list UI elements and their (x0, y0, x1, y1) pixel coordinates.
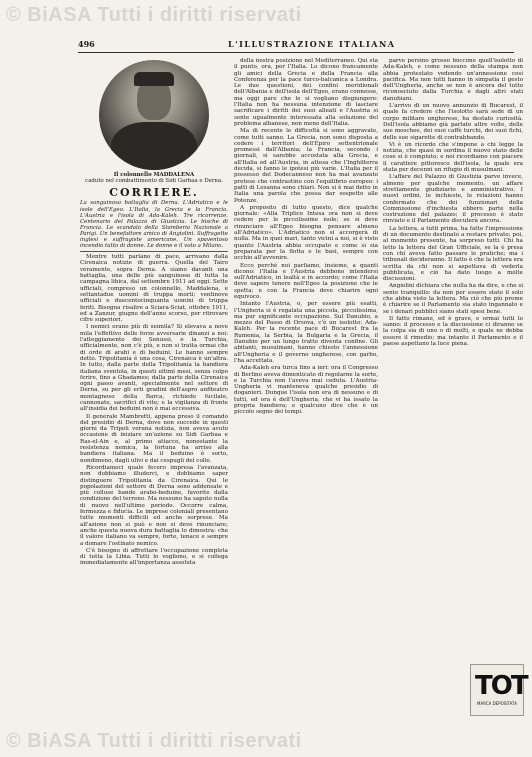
watermark-bottom: © BiASA Tutti i diritti riservati (6, 730, 302, 752)
paragraph: Il generale Mambretti, appena preso il comando del presidio di Derna, dove non succede in questi giorni da Tripoli veruna notizia, non aveva avuto occasione di iniziare un'azione su Sidi Garbaa e Ras-el-Ain e, al primo attacco, nonostante la resistenza nemica, la fortuna ha arriso alla bandiera italiana. Ma il beduino è sorto, nondimeno, dagli ulivi e dai cespugli del colle. (80, 413, 228, 464)
paragraph: L'affare del Palazzo di Giustizia parve invece, almeno per qualche momento, un affare strettamente giudiziario e amministrativo. I nuovi ordini, le inchieste, le relazioni hanno confermato che dei funzionari della Commissione d'inchiesta ebbero parte nella costruzione del palazzo; il processo è stato rinviato e il Parlamento discuterà ancora. (383, 174, 523, 225)
portrait-cap (134, 72, 174, 86)
section-title: CORRIERE. (109, 186, 199, 200)
paragraph: parve persino grosso boccone quell'isolotto di Ada-Kaleh, e come nessuno della stampa non abbia protestato vedendo un'annessione così pacifica. Ma non tutti hanno in simpatia il gesto dell'Ungheria, anche se non è ancora del tutto riconosciuto dalla Turchia e dagli altri stati danubiani. (383, 58, 523, 102)
ad-subtitle: MARCA DEPOSITATA (477, 701, 517, 706)
column-3 (383, 58, 523, 658)
paragraph: Intanto l'Austria, o, per essere più esatti, l'Ungheria si è regalata una piccola, piccolissima, ma pur significante occupazione. Sul Danubio, a mezzo del Passo di Orsova, c'è un isolotto: Ada-Kaleh. Per la recente pace di Bucarest fra la Rumenia, la Serbia, la Bulgaria e la Grecia, il Danubio per un lungo tratto diventa confine. Gli abitanti, musulmani, hanno chiesto l'annessione all'Ungheria e il governo ungherese, con garbo, l'ha accettata. (234, 301, 378, 364)
paragraph: Mentre tutti parlano di pace, arrivano dalla Cirenaica notizie di guerra. Quella del Tairo veramente, sopra Derna. A siamo davanti una battaglia, una delle più sanguinose di tutta la campagna libica, dal settembre 1911 ad oggi. Sette ufficiali, compreso un colonnello, Maddalena, e settantadue uomini di truppa morti; ventinove ufficiali e duecentocinquanta uomini di truppa feriti. Bisogna risalire a Sciara-Sciat, ottobre 1911, ed a Zanzur, giugno dell'anno scorso, per ritrovare cifre superiori. (80, 254, 228, 324)
paragraph: Ma di recente le difficoltà si sono aggravate, come tutti sanno. La Grecia, non sono disposta a cedere i territori dell'Epiro settentrionale promessi dall'Albania; la Francia, secondo i giornali, si sarebbe accostata alla Grecia, e all'Italia ed all'Austria, in attesa che l'Inghilterra decida, si fanno le ipotesi più varie. L'Italia per il possesso del Dodecanneso non ha mai avanzato pretese che contrastino con l'equilibrio europeo: i patti di Losanna sono chiari. Non si è mai detto in Italia una parola che possa dar sospetto alle Potenze. (234, 128, 378, 204)
portrait-caption-name: Il colonnello MADDALENA (113, 172, 195, 178)
paragraph: L'arrivo di un nuovo annunzio di Bucarest, il quale fa credere che l'isolotto sarà sede di un corpo militare ungherese, ha destato curiosità. Dell'isola abbiamo già parlato altre volte, delle sue moschee, dei suoi caffè turchi, dei suoi fichi, delle sue sigarette di contrabbando. (383, 103, 523, 141)
paragraph: I nemici erano più di seimila? Si elevava a nove mila l'effettivo delle forze avversarie dinanzi a noi: l'atteggiamento dei Senussi, e la Turchia, ufficialmente, non c'è più, e non si tratta ormai che di orde di arabi e di beduini. Le hanno sempre detto. Tripolitania è una cosa, Cirenaica è un'altra. In tutto, dalla parte della Tripolitania la bandiera italiana sventola, in questi ultimi mesi, senza colpo ferire, fino a Ghadames; dalla parte della Cirenaica ogni passo avanti, specialmente nel settore di Derna, su per gli erti gradini dell'aspro anfiteatro montagnoso della Barca, richiede fucilate, cannonate, sacrifici di vite; e la vigilanza di fronte all'insidia dei beduini non è mai eccessiva. (80, 324, 228, 413)
portrait-photo (99, 60, 209, 170)
paragraph: A proposito di tutto questo, dice qualche giornale: «Alla Triplice Intesa ora non si deve cedere per le piccolissime isole; se si deve rinunciare all'Egeo bisogna pensare almeno all'Adriatico». L'Adriatico non si accorgerà di nulla. Ma in quei mari, tanto vicini a noi, si è visto quanto l'Austria abbia occupato e come si sia preparata per la flotta e le basi, sempre con occhio all'avvenire. (234, 204, 378, 262)
paragraph: Ecco perché noi parliamo, insieme, a quanti dicono: l'Italia e l'Austria debbono intendersi sull'Adriatico, in lealtà e in accordo; come l'Italia deve sapere tenere nell'Egeo la posizione che le spetta; e con la Francia deve chiarire ogni equivoco. (234, 262, 378, 300)
paragraph: Ricordiamoci quale fecero impresa l'avanzata, non dobbiamo illuderci, e dobbiamo saper distinguere Tripolitania da Cirenaica. Qui le popolazioni del settore di Derna sono addensate e più colluse bande arabo-beduine, favorite dalla condizione del terreno. Ma nessuno ha saputo nulla di nuovo nell'ultimo periodo. Occorre calma, fermezza e fiducia. Le imprese coloniali presentano tutte momenti difficili ed anche sorprese. Ma all'azione non si può e non si deve rinunciare; anche questa nuova dura battaglia lo dimostra: che il valore italiano va sempre, forte, tenace e sempre a domare l'ostinato nemico. (80, 464, 228, 547)
watermark-top: © BiASA Tutti i diritti riservati (6, 4, 302, 26)
paragraph: della nostra posizione nel Mediterraneo. Qui sta il punto, ora, per l'Italia. Lo dicono francamente gli amici della Grecia e della Francia alla Conferenza per la pace turco-balcanica a Londra. Le due questioni, dei confini meridionali dell'Albania e dell'isola dell'Egeo, erano connesse, ma oggi pare che le si vogliano disgiungere: l'Italia non ha nessuna intenzione di lasciare sacrificare i diritti dei suoi alleati e l'Austria si sente ugualmente interessata alla soluzione del problema albanese, non meno dell'Italia. (234, 58, 378, 127)
page-header (78, 38, 514, 53)
paragraph: Il fatto rimane, ed è grave, e ormai tutti lo sanno: il processo e la discussione ci diranno se la colpa sia di uno o di molti, e quale ne debba essere il rimedio; ma intanto il Parlamento e il paese aspettano la luce piena. (383, 315, 523, 348)
column-2 (234, 58, 378, 718)
article-summary: La sanguinosa battaglia di Derna. L'Adriatico e le isole dell'Egeo. L'Italia, la Grecia e la Francia. L'Austria e l'isola di Ada-Kaleh. Tre ricorrenze. Centenario del Palazzo di Giustizia. Le bische di Francia. Le scandalo della Stamberia Nazionale a Parigi. Un benefattore amico di Angiolini. Suffragette inglesi e suffragiste americane. Un spaventoso incendio tutto di donne. Le donne e il voto a Milano. (80, 200, 228, 252)
paragraph: Ada-Kaleh era turca fino a ieri: ora il Congresso di Berlino aveva dimenticato di regolarne la sorte, e la Turchia non l'aveva mai ceduta. L'Austria-Ungheria vi manteneva qualche presidio di doganieri. Dunque l'isola non era di nessuno e di tutti, ed ora è dell'Ungheria, che vi ha issato la propria bandiera; e qualcuno dice che è un piccolo segno dei tempi. (234, 365, 378, 416)
paragraph: Angiolini dichiara che nulla ha da dire, e che si sente tranquillo: da non per essere stato il solo che abbia visto la lettera. Ma ciò che più preme è chiarire se il Parlamento sia stato ingannato e se i denari pubblici siano stati spesi bene. (383, 283, 523, 315)
paragraph: Vi è un ricordo che s'impone a chi legge la notizia, che quasi in sordina il nuovo stato delle cose si è compiuto; e noi ricordiamo con piacere il carattere pittoresco dell'isola, la quale era stata per decenni un rifugio di musulmani. (383, 141, 523, 174)
portrait-caption (80, 172, 228, 184)
page-number: 496 (78, 39, 95, 49)
paragraph: La lettera, a tutti prima, ha fatto l'impressione di un documento destinato a restare privato; poi, al momento presente, ha sorpreso tutti. Chi ha letto la lettera del Gran Ufficiale, se la è presa con chi aveva fatto passare le pratiche; ma i tribunali decideranno. Il fatto è che la lettera era scritta da chi non si aspettava di vederla pubblicata, e ciò ha dato luogo a molte discussioni. (383, 225, 523, 283)
running-title: L'ILLUSTRAZIONE ITALIANA (228, 39, 396, 49)
column-1 (80, 58, 228, 718)
ad-logo: TOT (475, 671, 527, 701)
portrait-caption-text: caduto nel combattimento di Sidi Garbaa e Derna. (85, 178, 223, 185)
paragraph: C'è bisogno di affrettare l'occupazione completa di tutta la Libia. Tutti lo vogliono, e si collega immediatamente all'importanza assoluta (80, 547, 228, 567)
portrait-shoulders (111, 122, 197, 170)
advertisement (470, 664, 527, 716)
